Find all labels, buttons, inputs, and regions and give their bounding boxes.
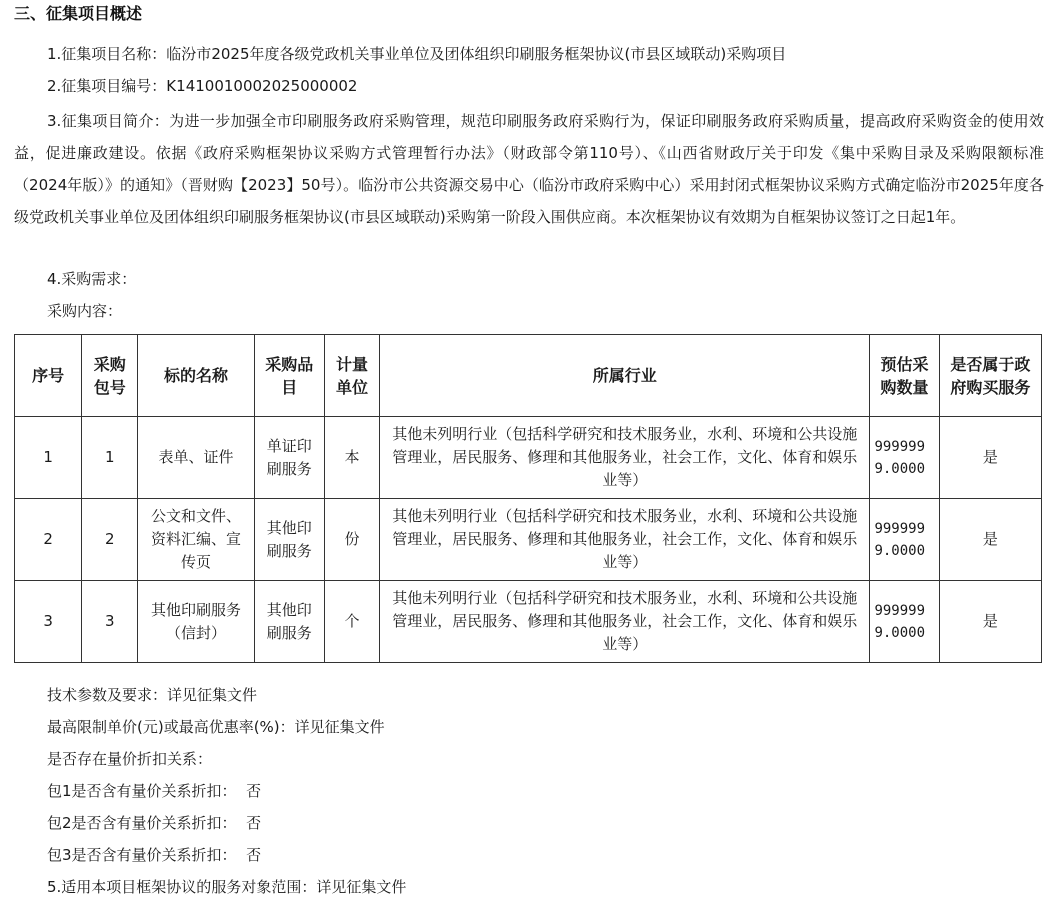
cell-unit: 本 — [324, 417, 379, 499]
cell-industry: 其他未列明行业（包括科学研究和技术服务业，水利、环境和公共设施管理业，居民服务、修理和其他服务业，社会工作，文化、体育和娱乐业等） — [380, 499, 870, 581]
cell-qty: 9999999.0000 — [870, 581, 939, 663]
cell-name: 公文和文件、资料汇编、宣传页 — [138, 499, 254, 581]
header-gov: 是否属于政府购买服务 — [939, 335, 1041, 417]
table-row — [15, 499, 1042, 581]
header-item: 采购品目 — [254, 335, 324, 417]
tech-params: 技术参数及要求：详见征集文件 — [47, 686, 258, 704]
cell-industry: 其他未列明行业（包括科学研究和技术服务业，水利、环境和公共设施管理业，居民服务、修理和其他服务业，社会工作，文化、体育和娱乐业等） — [380, 581, 870, 663]
table-header-row — [15, 335, 1042, 417]
cell-seq: 3 — [15, 581, 82, 663]
cell-pkg: 3 — [82, 581, 138, 663]
cell-item: 单证印刷服务 — [254, 417, 324, 499]
discount-exists: 是否存在量价折扣关系： — [47, 750, 213, 768]
cell-item: 其他印刷服务 — [254, 581, 324, 663]
project-code: 2.征集项目编号：K1410010002025000002 — [47, 77, 358, 95]
pkg3-discount: 包3是否含有量价关系折扣： 否 — [47, 846, 262, 864]
cell-gov: 是 — [939, 581, 1041, 663]
cell-industry: 其他未列明行业（包括科学研究和技术服务业，水利、环境和公共设施管理业，居民服务、修理和其他服务业，社会工作，文化、体育和娱乐业等） — [380, 417, 870, 499]
cell-pkg: 2 — [82, 499, 138, 581]
cell-gov: 是 — [939, 499, 1041, 581]
content-label: 采购内容： — [47, 302, 123, 320]
header-industry: 所属行业 — [380, 335, 870, 417]
cell-unit: 个 — [324, 581, 379, 663]
cell-seq: 2 — [15, 499, 82, 581]
project-name: 1.征集项目名称：临汾市2025年度各级党政机关事业单位及团体组织印刷服务框架协议(市县区域联动)采购项目 — [47, 45, 787, 63]
header-qty: 预估采购数量 — [870, 335, 939, 417]
header-pkg: 采购包号 — [82, 335, 138, 417]
service-scope: 5.适用本项目框架协议的服务对象范围：详见征集文件 — [47, 878, 407, 896]
section-heading: 三、征集项目概述 — [14, 4, 143, 23]
cell-seq: 1 — [15, 417, 82, 499]
procurement-table — [14, 334, 1042, 663]
pkg2-discount: 包2是否含有量价关系折扣： 否 — [47, 814, 262, 832]
cell-item: 其他印刷服务 — [254, 499, 324, 581]
header-name: 标的名称 — [138, 335, 254, 417]
table-row — [15, 581, 1042, 663]
max-price: 最高限制单价(元)或最高优惠率(%)：详见征集文件 — [47, 718, 385, 736]
header-unit: 计量单位 — [324, 335, 379, 417]
pkg1-discount: 包1是否含有量价关系折扣： 否 — [47, 782, 262, 800]
table-row — [15, 417, 1042, 499]
header-seq: 序号 — [15, 335, 82, 417]
cell-unit: 份 — [324, 499, 379, 581]
intro-label: 3.征集项目简介： — [47, 112, 170, 130]
demand-label: 4.采购需求： — [47, 270, 137, 288]
cell-gov: 是 — [939, 417, 1041, 499]
cell-name: 其他印刷服务（信封） — [138, 581, 254, 663]
project-intro — [14, 105, 1044, 233]
intro-text: 为进一步加强全市印刷服务政府采购管理，规范印刷服务政府采购行为，保证印刷服务政府采购质量，提高政府采购资金的使用效益，促进廉政建设。依据《政府采购框架协议采购方式管理暂行办法》（财政部令第110号）、《山西省财政厅关于印发《集中采购目录及采购限额标准（2024年版）》的通知》（晋财购【2023】50号）。临汾市公共资源交易中心（临汾市政府采购中心）采用封闭式框架协议采购方式确定临汾市2025年度各级党政机关事业单位及团体组织印刷服务框架协议(市县区域联动)采购第一阶段入围供应商。本次框架协议有效期为自框架协议签订之日起1年。 — [14, 112, 1045, 226]
cell-pkg: 1 — [82, 417, 138, 499]
cell-qty: 9999999.0000 — [870, 417, 939, 499]
cell-qty: 9999999.0000 — [870, 499, 939, 581]
cell-name: 表单、证件 — [138, 417, 254, 499]
